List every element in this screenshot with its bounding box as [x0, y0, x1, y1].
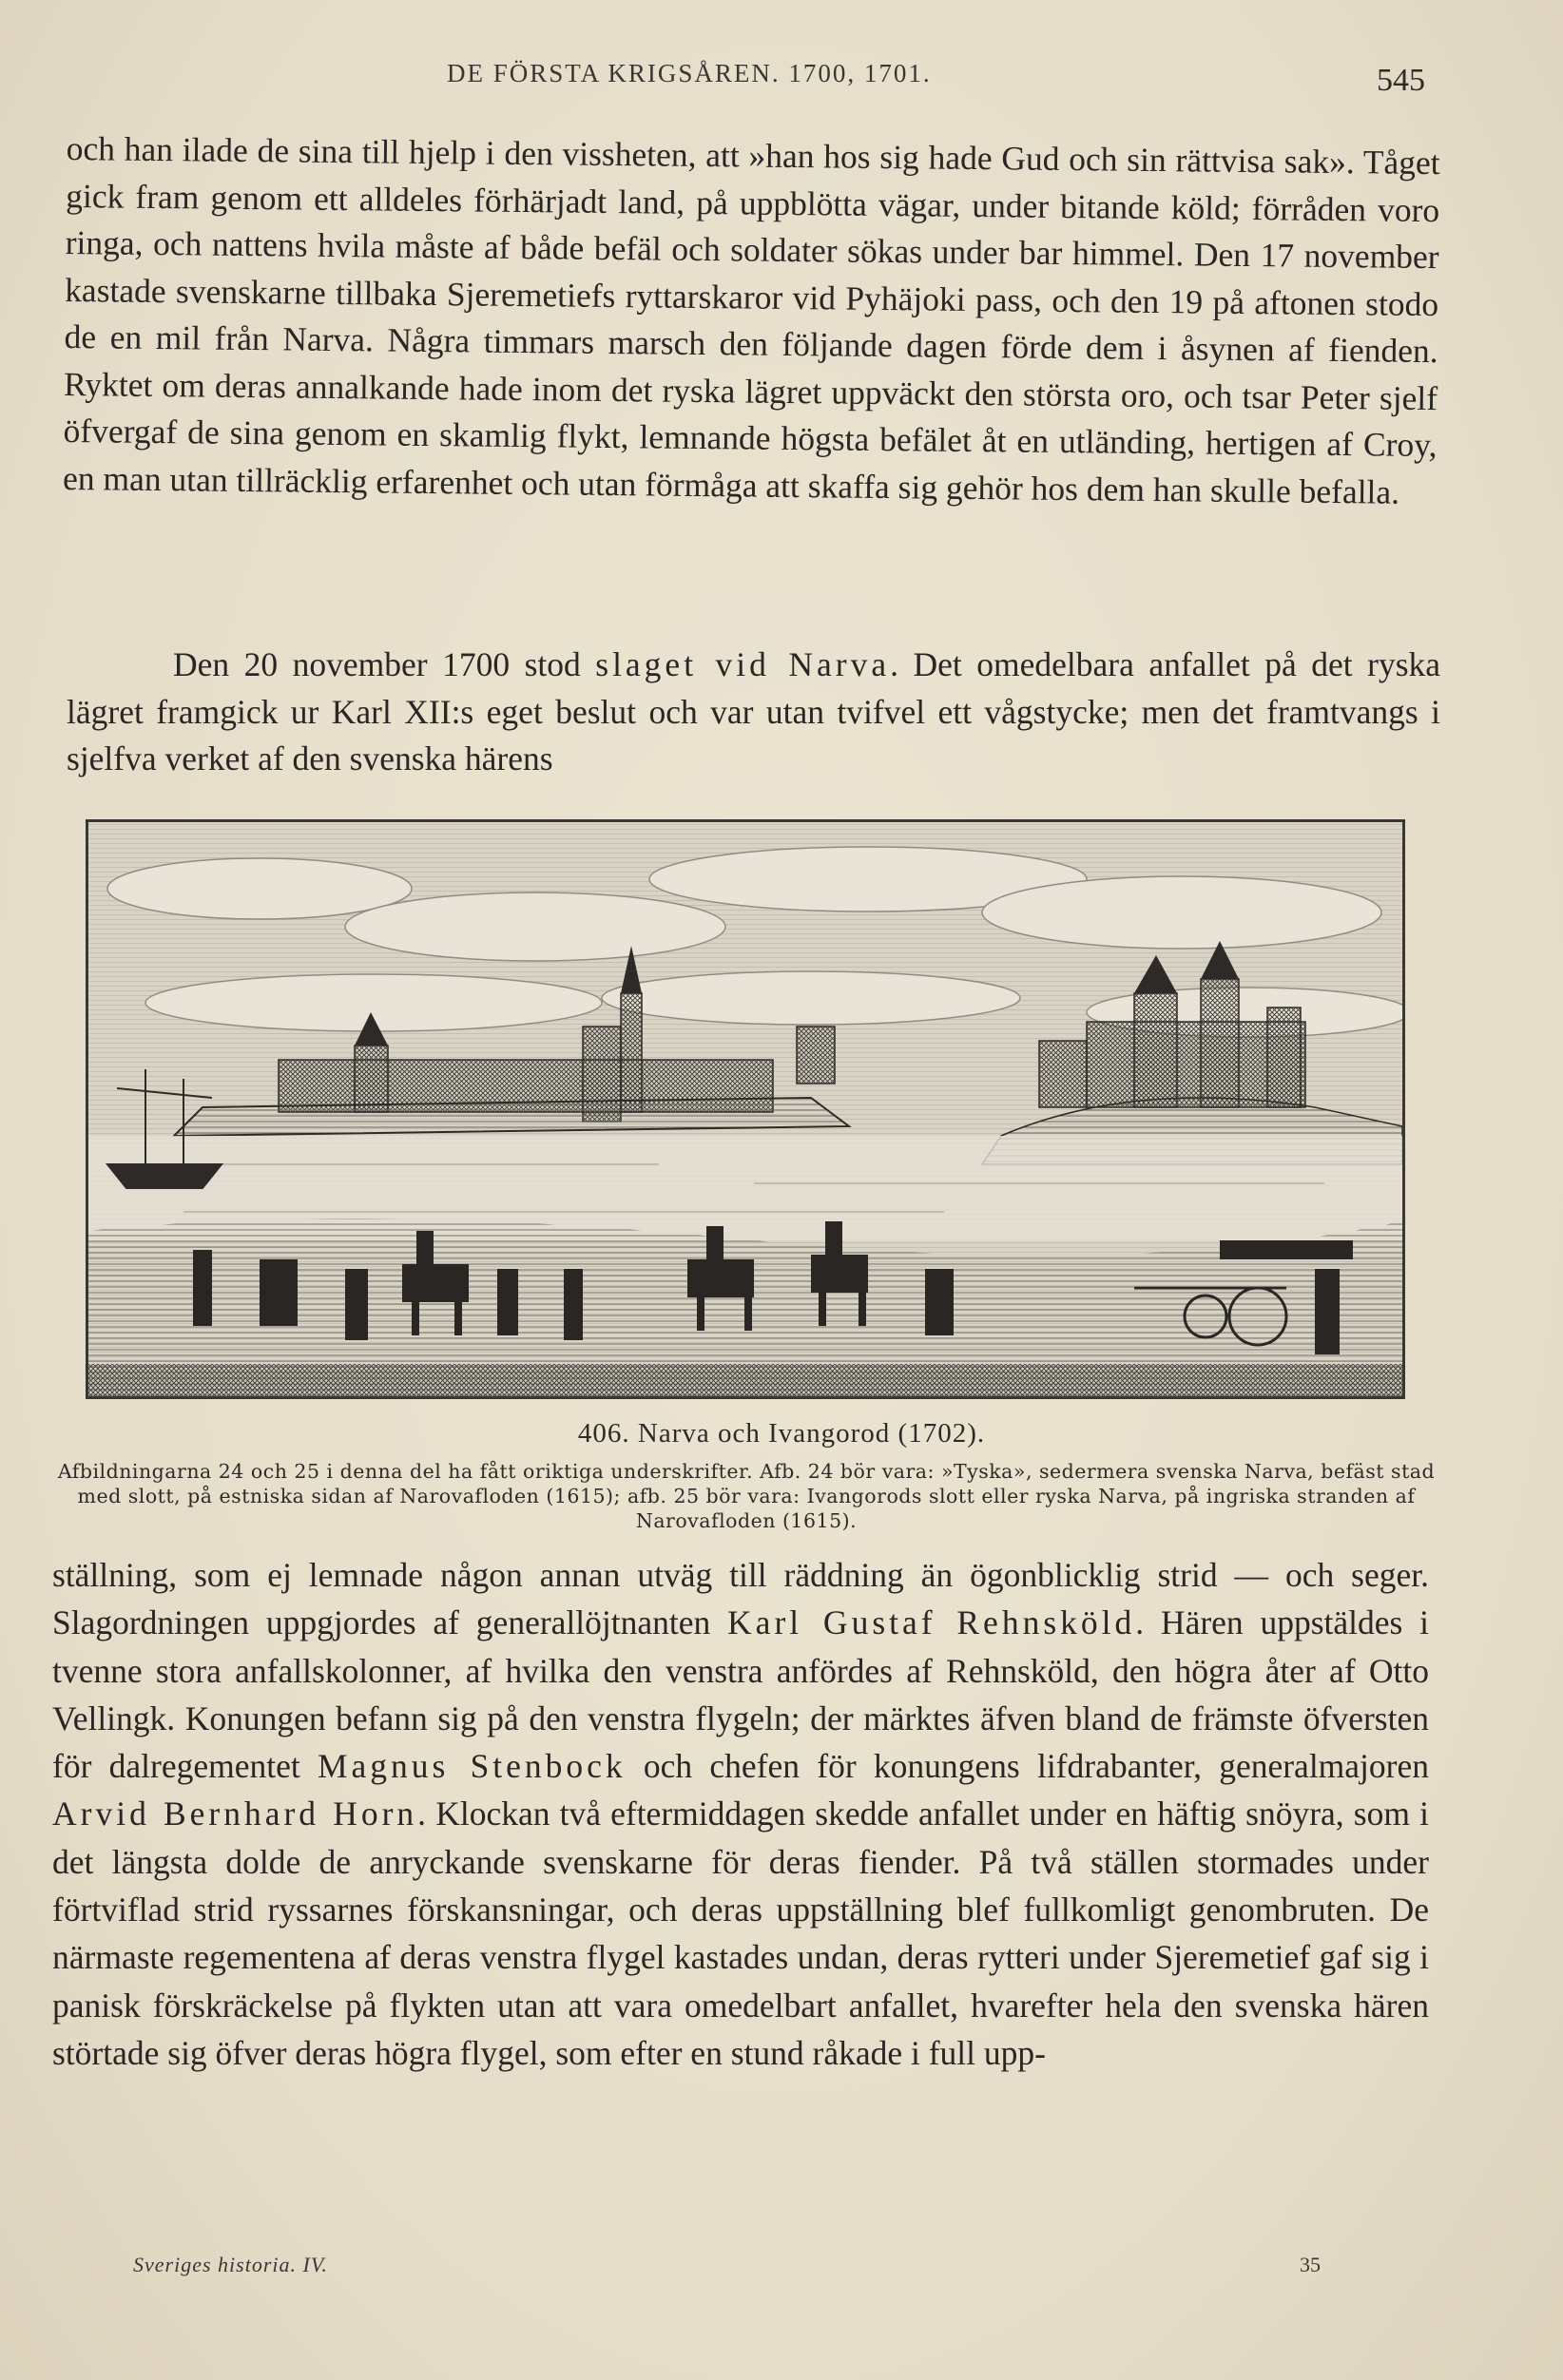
paragraph-3-text-e: och chefen för konungens lifdrabanter, generalmajoren — [626, 1747, 1429, 1786]
paragraph-2-text-a: Den 20 november 1700 stod — [173, 645, 596, 683]
paragraph-3 — [52, 1551, 1429, 2077]
paragraph-2-text-c: . Det omedelbara anfallet på det ryska lägret framgick ur Karl XII:s eget beslut och var utan tvifvel ett vågstycke; men det framtvangs i sjelfva verket af den svenska härens — [67, 645, 1441, 777]
paragraph-1: och han ilade de sina till hjelp i den vissheten, att »han hos sig hade Gud och sin rättvisa sak». Tåget gick fram genom ett alldeles förhärjadt land, på uppblötta vägar, under bitande köld; förråden voro ringa, och nattens hvila måste af både befäl och soldater sökas under bar himmel. Den 17 november kastade svenskarne tillbaka Sjeremetiefs ryttarskaror vid Pyhäjoki pass, och den 19 på aftonen stodo de en mil från Narva. Några timmars marsch den följande dagen förde dem i åsynen af fienden. Ryktet om deras annalkande hade inom det ryska lägret uppväckt den största oro, och tsar Peter sjelf öfvergaf de sina genom en skamlig flykt, lemnande högsta befälet åt en utländing, hertigen af Croy, en man utan tillräcklig erfarenhet och utan förmåga att skaffa sig gehör hos dem han skulle befalla. — [62, 128, 1440, 511]
footer-signature: 35 — [1300, 2253, 1321, 2276]
figure-note: Afbildningarna 24 och 25 i denna del ha fått oriktiga underskrifter. Afb. 24 bör vara: »Tyska», sedermera svenska Narva, befäst stad med slott, på estniska sidan af Narovafloden (1615); afb. 25 bör vara: Ivangorods slott eller ryska Narva, på ingriska stranden af Narovafloden (1615). — [57, 1460, 1436, 1532]
engraving-illustration — [88, 822, 1402, 1396]
paragraph-3-text-c: . Hären uppstäldes i tvenne stora anfallskolonner, af hvilka den venstra anfördes af Rehnsköld, den högra åter af Otto Vellingk. Konungen befann sig på den venstra flygeln; der märktes äfven bland de främste öfversten för dalregementet — [52, 1603, 1429, 1786]
name-horn: Arvid Bernhard Horn — [52, 1795, 418, 1833]
page-number: 545 — [1377, 63, 1425, 98]
spaced-emphasis: slaget vid Narva — [595, 645, 891, 683]
running-head: DE FÖRSTA KRIGSÅREN. 1700, 1701. — [447, 59, 932, 87]
paragraph-2 — [67, 642, 1440, 783]
name-stenbock: Magnus Stenbock — [317, 1747, 627, 1786]
engraving-figure — [86, 819, 1405, 1399]
paragraph-3-text-g: . Klockan två eftermiddagen skedde anfallet under en häftig snöyra, som i det längsta dolde de anryckande svenskarne för deras fiender. På två ställen stormades under förtviflad strid ryssarnes förskansningar, och deras uppställning blef fullkomligt genombruten. De närmaste regementena af deras venstra flygel kastades undan, deras rytteri under Sjeremetief gaf sig i panisk förskräckelse på flykten utan att vara omedelbart anfallet, hvarefter hela den svenska hären störtade sig öfver deras högra flygel, som efter en stund råkade i full upp- — [52, 1795, 1429, 2072]
footer-book-title: Sveriges historia. IV. — [133, 2253, 328, 2276]
name-rehnskold: Karl Gustaf Rehnsköld — [727, 1603, 1136, 1642]
paragraph-3-text-a: ställning, som ej lemnade någon annan utväg till räddning än ögonblicklig strid — och seger. Slagordningen uppgjordes af generallöjtnanten — [52, 1556, 1429, 1642]
figure-caption: 406. Narva och Ivangorod (1702). — [577, 1418, 986, 1449]
